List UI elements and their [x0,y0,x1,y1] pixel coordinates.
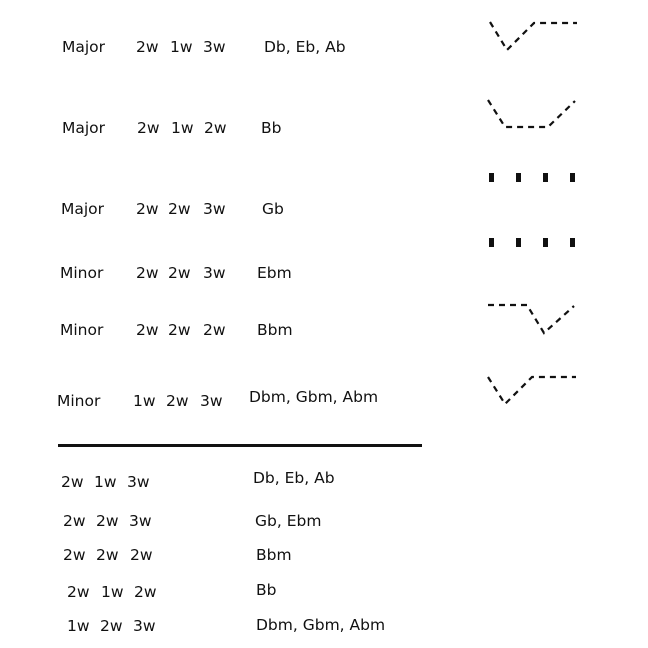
step-3: 3w [133,617,156,635]
keys-label: Bbm [257,321,293,339]
step-3: 2w [134,583,157,601]
keys-label: Bb [256,581,277,599]
step-1: 2w [136,321,159,339]
step-1: 2w [67,583,90,601]
step-2: 2w [166,392,189,410]
step-1: 2w [136,200,159,218]
contour-flat-then-dip [488,305,574,333]
step-2: 1w [170,38,193,56]
step-2: 1w [101,583,124,601]
step-2: 2w [100,617,123,635]
step-1: 2w [137,119,160,137]
step-2: 2w [96,512,119,530]
keys-label: Db, Eb, Ab [264,38,346,56]
keys-label: Gb, Ebm [255,512,322,530]
step-3: 2w [130,546,153,564]
contour-valley [488,100,575,127]
step-2: 2w [96,546,119,564]
step-1: 1w [67,617,90,635]
step-1: 2w [61,473,84,491]
step-1: 2w [63,512,86,530]
step-1: 2w [63,546,86,564]
keys-label: Dbm, Gbm, Abm [256,616,386,634]
step-3: 3w [203,38,226,56]
quality-label: Minor [60,321,104,339]
step-2: 2w [168,264,191,282]
step-3: 3w [127,473,150,491]
contour-dip-then-rise-flat [488,377,576,404]
keys-label: Db, Eb, Ab [253,469,335,487]
keys-label: Ebm [257,264,292,282]
keys-label: Gb [262,200,284,218]
keys-label: Bbm [256,546,292,564]
contour-even-steps [489,173,575,182]
step-3: 2w [204,119,227,137]
step-3: 2w [203,321,226,339]
quality-label: Major [62,38,106,56]
keys-label: Bb [261,119,282,137]
section-divider [58,444,422,447]
step-1: 2w [136,264,159,282]
step-2: 1w [94,473,117,491]
contour-even-steps [489,238,575,247]
step-1: 2w [136,38,159,56]
quality-label: Major [61,200,105,218]
step-2: 2w [168,200,191,218]
step-3: 3w [203,264,226,282]
keys-label: Dbm, Gbm, Abm [249,388,379,406]
step-2: 2w [168,321,191,339]
step-3: 3w [203,200,226,218]
contour-dip-then-rise-flat [490,22,577,50]
quality-label: Major [62,119,106,137]
quality-label: Minor [57,392,101,410]
quality-label: Minor [60,264,104,282]
step-1: 1w [133,392,156,410]
step-3: 3w [200,392,223,410]
step-3: 3w [129,512,152,530]
step-2: 1w [171,119,194,137]
